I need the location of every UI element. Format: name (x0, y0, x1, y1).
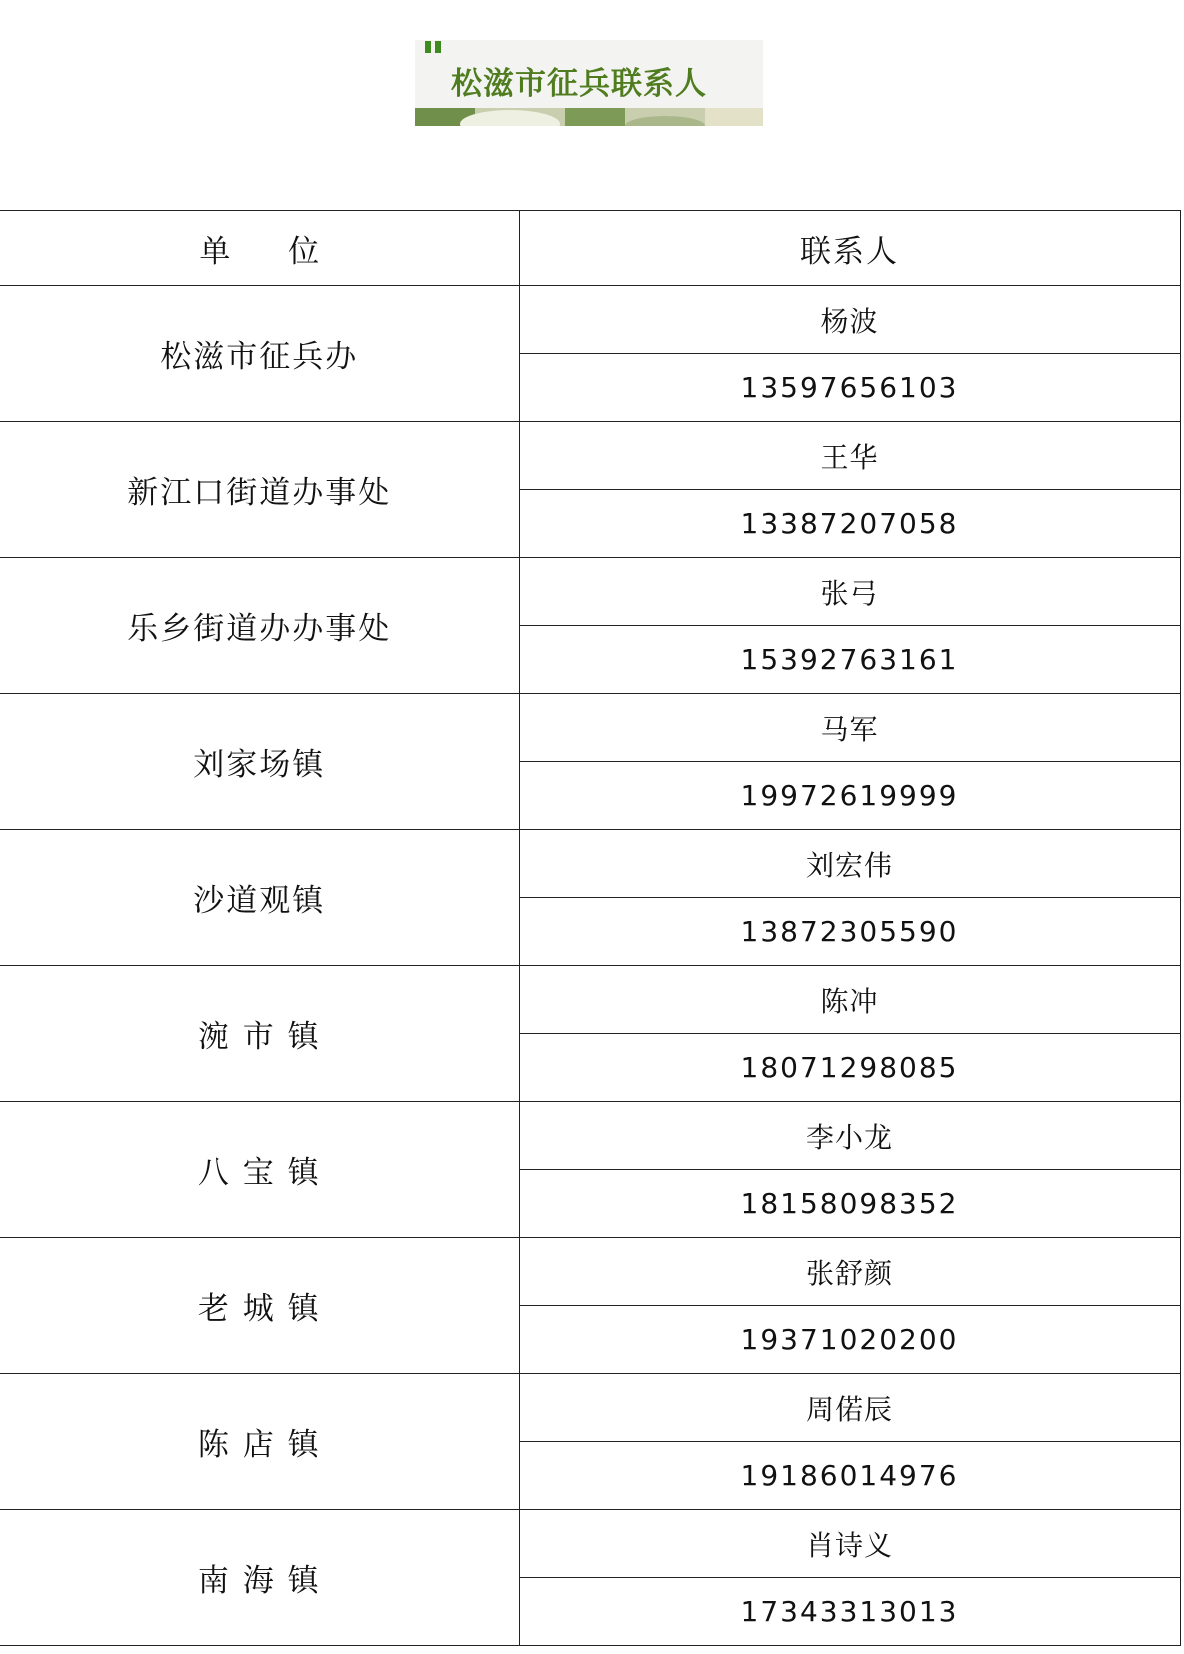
title-banner (415, 40, 763, 126)
unit-cell: 陈 店 镇 (0, 1374, 519, 1510)
unit-cell: 老 城 镇 (0, 1238, 519, 1374)
contact-phone-cell: 13872305590 (519, 898, 1180, 966)
unit-cell: 松滋市征兵办 (0, 286, 519, 422)
unit-cell: 乐乡街道办办事处 (0, 558, 519, 694)
header-unit: 单 位 (0, 211, 519, 286)
contact-name-cell: 马军 (519, 694, 1180, 762)
contact-phone-cell: 19972619999 (519, 762, 1180, 830)
unit-cell: 涴 市 镇 (0, 966, 519, 1102)
table-header-row (0, 211, 1180, 286)
table-row (0, 830, 1180, 898)
table-row (0, 1102, 1180, 1170)
contact-name-cell: 周偌辰 (519, 1374, 1180, 1442)
contact-phone-cell: 13387207058 (519, 490, 1180, 558)
table-row (0, 1374, 1180, 1442)
contact-phone-cell: 18158098352 (519, 1170, 1180, 1238)
contact-name-cell: 王华 (519, 422, 1180, 490)
table-row (0, 422, 1180, 490)
contact-name-cell: 陈冲 (519, 966, 1180, 1034)
table-row (0, 1510, 1180, 1578)
contact-name-cell: 张舒颜 (519, 1238, 1180, 1306)
contact-name-cell: 肖诗义 (519, 1510, 1180, 1578)
unit-cell: 八 宝 镇 (0, 1102, 519, 1238)
header-contact: 联系人 (519, 211, 1180, 286)
contact-phone-cell: 18071298085 (519, 1034, 1180, 1102)
table-row (0, 286, 1180, 354)
table-row (0, 966, 1180, 1034)
unit-cell: 沙道观镇 (0, 830, 519, 966)
unit-cell: 南 海 镇 (0, 1510, 519, 1646)
contact-name-cell: 刘宏伟 (519, 830, 1180, 898)
table-row (0, 694, 1180, 762)
contact-name-cell: 张弓 (519, 558, 1180, 626)
page-title: 松滋市征兵联系人 (451, 66, 707, 102)
contact-name-cell: 李小龙 (519, 1102, 1180, 1170)
contact-phone-cell: 15392763161 (519, 626, 1180, 694)
contact-table (0, 210, 1181, 1646)
unit-cell: 刘家场镇 (0, 694, 519, 830)
contact-phone-cell: 19371020200 (519, 1306, 1180, 1374)
contact-name-cell: 杨波 (519, 286, 1180, 354)
contact-phone-cell: 17343313013 (519, 1578, 1180, 1646)
table-row (0, 1238, 1180, 1306)
unit-cell: 新江口街道办事处 (0, 422, 519, 558)
contact-phone-cell: 13597656103 (519, 354, 1180, 422)
banner-decoration-image (415, 108, 763, 126)
contact-phone-cell: 19186014976 (519, 1442, 1180, 1510)
table-row (0, 558, 1180, 626)
quote-mark-icon (425, 40, 445, 50)
